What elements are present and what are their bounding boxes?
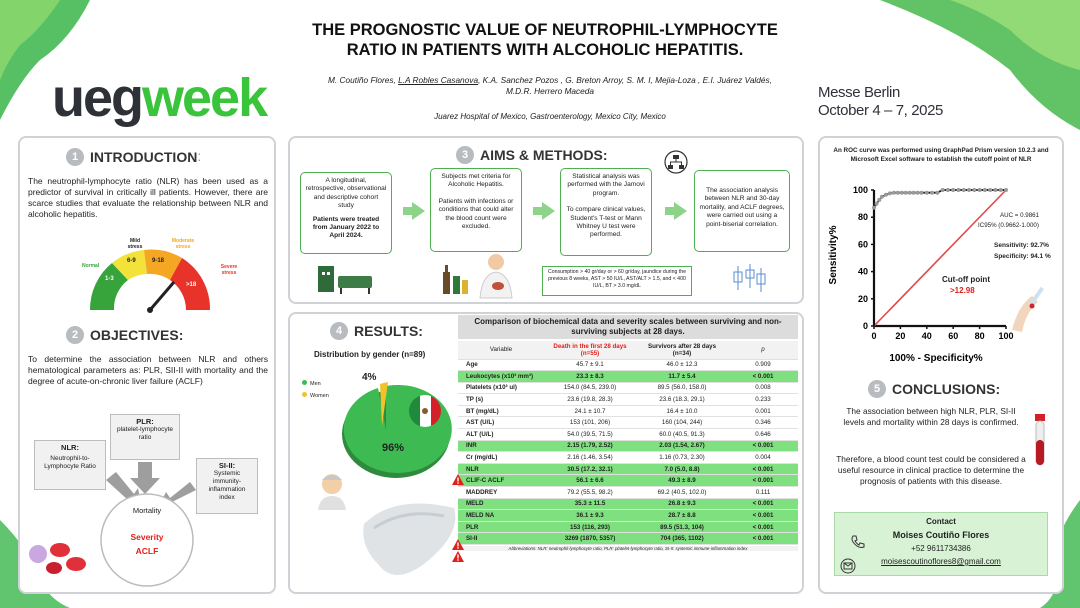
- cell-p-value: < 0.001: [728, 475, 798, 487]
- conclusions-title: CONCLUSIONS:: [892, 381, 1001, 397]
- cell-variable: AST (U/L): [458, 417, 544, 429]
- th-deaths: Death in the first 28 days (n=55): [544, 341, 636, 359]
- cell-survivors: 2.03 (1.54, 2.67): [636, 440, 728, 452]
- table-row: [458, 394, 798, 406]
- conclusions-text-2: Therefore, a blood count test could be considered a useful resource in clinical practice to determine the prognosis of patients with this disease.: [836, 454, 1026, 486]
- methods-box-association: [694, 170, 790, 252]
- roc-curve-point: [962, 188, 966, 192]
- methods-box-criteria: [430, 168, 522, 252]
- table-row: [458, 487, 798, 499]
- ueg-week-logo: [52, 68, 266, 128]
- roc-curve-point: [983, 188, 987, 192]
- results-title: RESULTS:: [354, 323, 423, 339]
- intro-objectives-panel: [18, 136, 276, 594]
- roc-auc: AUC = 0.9861: [1000, 212, 1040, 219]
- roc-x-tick-label: 80: [974, 331, 985, 341]
- cell-survivors: 11.7 ± 5.4: [636, 371, 728, 383]
- cell-p-value: < 0.001: [728, 371, 798, 383]
- roc-curve-point: [967, 188, 971, 192]
- methods-box-design: [300, 172, 392, 254]
- conclusions-number: 5: [868, 380, 886, 398]
- roc-caption: An ROC curve was performed using GraphPad Prism version 10.2.3 and Microsoft Excel software to establish the cutoff point of NLR: [833, 147, 1049, 163]
- aims-title: AIMS & METHODS:: [480, 147, 608, 163]
- sii-desc: Systemic immunity-inflammation index: [208, 470, 246, 501]
- roc-curve-point: [877, 198, 881, 202]
- outcome-mortality: Mortality: [132, 506, 162, 515]
- cell-deaths: 24.1 ± 10.7: [544, 405, 636, 417]
- roc-cutoff-value: >12.98: [950, 286, 975, 295]
- cell-variable: PLR: [458, 521, 544, 533]
- nlr-box: [34, 440, 106, 490]
- table-row: [458, 463, 798, 475]
- man-avatar-illustration: [314, 470, 350, 510]
- roc-curve-point: [896, 191, 900, 195]
- contact-email[interactable]: moisescoutinoflores8@gmail.com: [881, 557, 1001, 566]
- plr-box: [110, 414, 180, 460]
- table-body: [458, 359, 798, 545]
- objectives-text: To determine the association between NLR and others hematological parameters as: PLR, SII-II with mortality and the degree of acute-on-chronic liver failure (ACLF): [28, 354, 268, 386]
- roc-sensitivity: Sensitivity: 92.7%: [994, 242, 1049, 249]
- table-row: [458, 475, 798, 487]
- results-heading: [330, 322, 423, 340]
- cell-variable: Cr (mg/dL): [458, 452, 544, 464]
- cell-survivors: 89.5 (56.0, 158.0): [636, 382, 728, 394]
- diagnostic-criteria-box: Consumption > 40 gr/day or > 60 gr/day, jaundice during the previous 8 weeks, AST > 50 IU/L, AST/ALT > 1.5, and < 400 IU/L, BT > 3.0 mg/dL: [542, 266, 692, 296]
- roc-curve-point: [978, 188, 982, 192]
- event-dates: October 4 – 7, 2025: [818, 102, 943, 119]
- roc-curve-point: [908, 191, 912, 195]
- roc-curve-point: [904, 191, 908, 195]
- roc-curve-point: [972, 188, 976, 192]
- pie-pct-men: 96%: [382, 442, 405, 454]
- methods-stats-text: Statistical analysis was performed with the Jamovi program.: [567, 173, 645, 197]
- cell-variable: ALT (U/L): [458, 429, 544, 441]
- roc-series: [872, 188, 1008, 326]
- roc-curve-point: [872, 206, 876, 210]
- legend-men: [302, 380, 321, 387]
- objectives-heading: [66, 326, 183, 344]
- patient-illustration: [476, 252, 516, 300]
- cell-deaths: 153 (116, 293): [544, 521, 636, 533]
- cell-deaths: 54.0 (39.5, 71.5): [544, 429, 636, 441]
- hospital-icon: [316, 262, 376, 296]
- flow-arrow-2: [542, 202, 555, 220]
- cell-survivors: 23.6 (18.3, 29.1): [636, 394, 728, 406]
- boxplot-icon: [730, 260, 766, 296]
- roc-curve-point: [946, 188, 950, 192]
- outcome-severity: Severity: [130, 532, 164, 542]
- cell-p-value: < 0.001: [728, 440, 798, 452]
- gauge-label-moderate: Moderate stress: [171, 238, 195, 250]
- legend-men-label: Men: [310, 381, 321, 387]
- aims-number: 3: [456, 146, 474, 164]
- intro-text: The neutrophil-lymphocyte ratio (NLR) has been used as a predictor of survival in critically ill patients. However, there are scarce studies that evaluate the relationship between NLR and alcoholic hepatitis.: [28, 176, 268, 219]
- affiliation: Juarez Hospital of Mexico, Gastroenterology, Mexico City, Mexico: [434, 112, 666, 121]
- legend-men-swatch: [302, 380, 307, 385]
- plr-title: PLR:: [136, 417, 154, 426]
- table-row: [458, 521, 798, 533]
- cell-variable: TP (s): [458, 394, 544, 406]
- roc-y-tick-label: 100: [852, 185, 868, 195]
- warning-icon-sii: [452, 551, 464, 562]
- roc-x-tick-label: 0: [871, 331, 877, 341]
- poster-title-line2: RATIO IN PATIENTS WITH ALCOHOLIC HEPATITIS.: [346, 41, 744, 59]
- blood-tube-icon: [1030, 414, 1050, 468]
- table-title: Comparison of biochemical data and severity scales between surviving and non-surviving subjects at 28 days.: [458, 315, 798, 339]
- methods-box-statistics: [560, 168, 652, 256]
- roc-curve-chart: [826, 170, 1016, 368]
- contact-name: Moises Coutiño Flores: [892, 530, 990, 540]
- cell-survivors: 69.2 (40.5, 102.0): [636, 487, 728, 499]
- warning-icon-nlr: [452, 474, 464, 485]
- roc-curve-point: [884, 193, 888, 197]
- roc-curve-point: [900, 191, 904, 195]
- table-row: [458, 498, 798, 510]
- cell-variable: BT (mg/dL): [458, 405, 544, 417]
- gauge-label-mild: Mild stress: [127, 238, 143, 250]
- roc-curve-point: [935, 191, 939, 195]
- blood-cells-illustration: [24, 530, 94, 580]
- flow-arrow-1: [412, 202, 425, 220]
- outcome-aclf: ACLF: [135, 546, 159, 556]
- gauge-label-severe: Severe stress: [220, 264, 238, 276]
- roc-y-tick-label: 20: [857, 293, 868, 304]
- cell-p-value: 0.233: [728, 394, 798, 406]
- cell-deaths: 153 (101, 206): [544, 417, 636, 429]
- cell-deaths: 56.1 ± 6.6: [544, 475, 636, 487]
- roc-curve-point: [912, 191, 916, 195]
- warning-icon-plr: [452, 539, 464, 550]
- gauge-label-normal: Normal: [82, 263, 100, 269]
- legend-women-label: Women: [310, 393, 329, 399]
- roc-ci: IC95% (0.9662-1.000): [978, 222, 1039, 229]
- cell-survivors: 704 (365, 1102): [636, 533, 728, 545]
- cell-p-value: 0.008: [728, 382, 798, 394]
- roc-curve-point: [999, 188, 1003, 192]
- intro-heading: [66, 148, 201, 166]
- cell-variable: MADDREY: [458, 487, 544, 499]
- roc-y-tick-label: 40: [857, 266, 868, 277]
- roc-curve-point: [993, 188, 997, 192]
- gauge-range-4: >18: [186, 282, 197, 288]
- cell-survivors: 26.8 ± 9.3: [636, 498, 728, 510]
- gauge-range-3: 9-18: [152, 258, 165, 264]
- poster-title: [290, 20, 800, 60]
- methods-association-text: The association analysis between NLR and 30-day mortality, and ACLF degrees, were carried out using a point-biserial correlation.: [699, 187, 785, 228]
- author-first: M. Coutiño Flores,: [328, 75, 396, 85]
- logo-ueg: ueg: [52, 68, 143, 128]
- cell-p-value: < 0.001: [728, 498, 798, 510]
- authors-line2: M.D.R. Herrero Maceda: [505, 86, 595, 96]
- table-row: [458, 371, 798, 383]
- table-row: [458, 440, 798, 452]
- roc-x-tick-label: 60: [948, 331, 959, 341]
- roc-x-tick-label: 100: [998, 331, 1014, 341]
- cell-variable: Platelets (x10³ ul): [458, 382, 544, 394]
- roc-reference-line: [874, 190, 1006, 326]
- intro-title: INTRODUCTION: [90, 149, 198, 165]
- cell-deaths: 35.3 ± 11.5: [544, 498, 636, 510]
- cell-survivors: 16.4 ± 10.0: [636, 405, 728, 417]
- cell-p-value: 0.111: [728, 487, 798, 499]
- sii-box: [196, 458, 258, 514]
- event-venue: Messe Berlin: [818, 84, 900, 101]
- roc-curve-point: [888, 191, 892, 195]
- methods-design-text: A longitudinal, retrospective, observational and descriptive cohort study: [305, 177, 387, 210]
- contact-label: Contact: [926, 517, 956, 526]
- table-row: [458, 382, 798, 394]
- table-row: [458, 510, 798, 522]
- syringe-arm-illustration: [1008, 276, 1054, 332]
- legend-women: [302, 392, 329, 399]
- cell-deaths: 23.6 (19.8, 28.3): [544, 394, 636, 406]
- roc-cutoff-label: Cut-off point: [942, 275, 990, 284]
- cell-p-value: < 0.001: [728, 533, 798, 545]
- cell-survivors: 160 (104, 244): [636, 417, 728, 429]
- cell-variable: NLR: [458, 463, 544, 475]
- cell-survivors: 60.0 (40.5, 91.3): [636, 429, 728, 441]
- flowchart-icon: [664, 150, 688, 174]
- roc-curve-point: [916, 191, 920, 195]
- liver-illustration: [354, 494, 464, 594]
- conclusions-text-1: The association between high NLR, PLR, SI-II levels and mortality within 28 days is confirmed.: [843, 406, 1019, 427]
- roc-curve-point: [880, 195, 884, 199]
- nlr-title: NLR:: [61, 443, 79, 452]
- roc-curve-point: [956, 188, 960, 192]
- cell-survivors: 7.0 (5.0, 8.8): [636, 463, 728, 475]
- cell-deaths: 3269 (1870, 5357): [544, 533, 636, 545]
- cell-p-value: < 0.001: [728, 463, 798, 475]
- table-row: [458, 405, 798, 417]
- table-row: [458, 429, 798, 441]
- cell-deaths: 23.3 ± 8.3: [544, 371, 636, 383]
- cell-survivors: 28.7 ± 8.8: [636, 510, 728, 522]
- logo-week: week: [142, 68, 267, 128]
- objectives-title: OBJECTIVES:: [90, 327, 184, 343]
- authors: [300, 75, 800, 97]
- cell-p-value: < 0.001: [728, 510, 798, 522]
- roc-x-tick-label: 20: [895, 331, 906, 341]
- plr-desc: platelet-lymphocyte ratio: [117, 426, 173, 441]
- cell-p-value: 0.646: [728, 429, 798, 441]
- intro-colon: :: [197, 148, 202, 165]
- cell-variable: Leukocytes (x10³ mm³): [458, 371, 544, 383]
- gauge-range-2: 6-9: [127, 258, 136, 264]
- objectives-number: 2: [66, 326, 84, 344]
- aims-heading: [456, 146, 608, 164]
- cell-survivors: 46.0 ± 12.3: [636, 359, 728, 371]
- cell-variable: MELD: [458, 498, 544, 510]
- th-survivors: Survivors after 28 days (n=34): [636, 341, 728, 359]
- th-variable: Variable: [458, 341, 544, 359]
- roc-curve-point: [930, 191, 934, 195]
- table-row: [458, 452, 798, 464]
- nlr-stress-gauge: [70, 238, 230, 318]
- roc-y-tick-label: 80: [857, 212, 868, 223]
- th-p: p: [728, 341, 798, 359]
- roc-y-axis-label: Sensitivity%: [828, 225, 839, 285]
- roc-specificity: Specificity: 94.1 %: [994, 253, 1051, 260]
- methods-tests-text: To compare clinical values, Student's T-test or Mann Whitney U test were performed.: [566, 206, 646, 239]
- cell-survivors: 49.3 ± 8.9: [636, 475, 728, 487]
- roc-curve-point: [1004, 188, 1008, 192]
- roc-curve-point: [951, 188, 955, 192]
- contact-phone[interactable]: +52 9611734386: [911, 544, 971, 553]
- comparison-table: [458, 315, 798, 551]
- roc-y-tick-label: 60: [857, 239, 868, 250]
- table-row: [458, 417, 798, 429]
- alcohol-bottles-icon: [440, 262, 470, 296]
- intro-number: 1: [66, 148, 84, 166]
- table-row: [458, 359, 798, 371]
- roc-axes: [853, 185, 1014, 341]
- roc-curve-point: [920, 191, 924, 195]
- table-row: [458, 533, 798, 545]
- cell-deaths: 2.15 (1.79, 2.52): [544, 440, 636, 452]
- cell-p-value: 0.909: [728, 359, 798, 371]
- cell-p-value: 0.001: [728, 405, 798, 417]
- cell-survivors: 89.5 (51.3, 104): [636, 521, 728, 533]
- cell-deaths: 154.0 (84.5, 239.0): [544, 382, 636, 394]
- roc-curve-point: [892, 191, 896, 195]
- roc-x-axis-label: 100% - Specificity%: [889, 353, 983, 364]
- aims-methods-panel: [288, 136, 804, 304]
- table-abbreviations: Abbreviations: NLR: neutrophil-lymphocyte ratio, PLR: platelet-lymphocyte ratio, SI-II: systemic immune-inflammation index: [458, 546, 798, 551]
- cell-deaths: 30.5 (17.2, 32.1): [544, 463, 636, 475]
- cell-variable: SI-II: [458, 533, 544, 545]
- cell-variable: CLIF-C ACLF: [458, 475, 544, 487]
- email-icon: [840, 558, 856, 574]
- poster-title-line1: THE PROGNOSTIC VALUE OF NEUTROPHIL-LYMPHOCYTE: [312, 21, 778, 39]
- methods-period-text: Patients were treated from January 2022 to April 2024.: [312, 215, 380, 240]
- cell-deaths: 79.2 (55.5, 98.2): [544, 487, 636, 499]
- cell-deaths: 2.16 (1.46, 3.54): [544, 452, 636, 464]
- methods-exclusion-text: Patients with infections or conditions that could alter the blood count were excluded.: [438, 197, 514, 231]
- flow-arrow-3: [674, 202, 687, 220]
- conclusions-heading: [868, 380, 1000, 398]
- roc-y-tick-label: 0: [862, 321, 868, 331]
- cell-p-value: < 0.001: [728, 521, 798, 533]
- cell-variable: MELD NA: [458, 510, 544, 522]
- gauge-range-1: 1-3: [105, 276, 114, 282]
- cell-survivors: 1.16 (0.73, 2.30): [636, 452, 728, 464]
- phone-icon: [850, 534, 866, 550]
- roc-curve-point: [875, 202, 879, 206]
- cell-deaths: 45.7 ± 9.1: [544, 359, 636, 371]
- results-number: 4: [330, 322, 348, 340]
- legend-women-swatch: [302, 392, 307, 397]
- cell-variable: Age: [458, 359, 544, 371]
- nlr-desc: Neutrophil-to-Lymphocyte Ratio: [44, 455, 96, 470]
- cell-p-value: 0.004: [728, 452, 798, 464]
- methods-criteria-text: Subjects met criteria for Alcoholic Hepatitis.: [441, 173, 511, 189]
- pie-title: Distribution by gender (n=89): [314, 350, 426, 359]
- author-presenter: L.A Robles Casanova: [398, 75, 479, 85]
- cell-variable: INR: [458, 440, 544, 452]
- mexico-flag-icon: [408, 394, 442, 428]
- event-info: [818, 84, 943, 120]
- cell-p-value: 0.346: [728, 417, 798, 429]
- cell-deaths: 36.1 ± 9.3: [544, 510, 636, 522]
- roc-curve-point: [941, 188, 945, 192]
- pie-pct-women: 4%: [362, 372, 377, 383]
- comparison-data-table: [458, 341, 798, 545]
- roc-x-tick-label: 40: [921, 331, 932, 341]
- sii-title: SI-II:: [218, 461, 236, 470]
- roc-curve-point: [988, 188, 992, 192]
- roc-curve-point: [925, 191, 929, 195]
- author-rest: , K.A. Sanchez Pozos , G. Breton Arroy, S. M. I, Mejia-Loza , E.I. Juárez Valdés,: [478, 75, 772, 85]
